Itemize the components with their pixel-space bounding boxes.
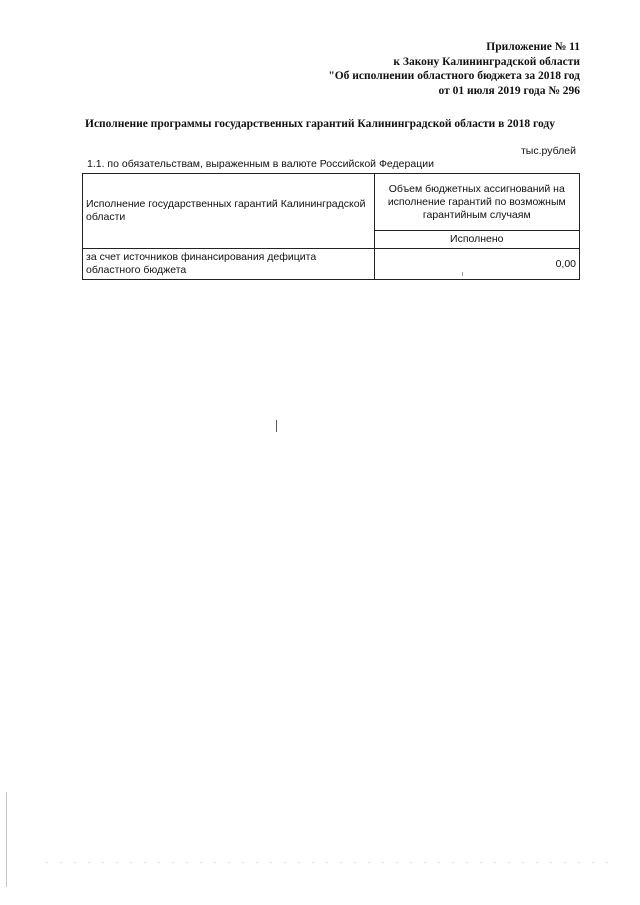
scan-artifact-mark	[462, 272, 463, 276]
row-label: за счет источников финансирования дефицита областного бюджета	[83, 249, 375, 280]
appendix-header	[328, 40, 580, 98]
column-header-execution: Исполнение государственных гарантий Калининградской области	[83, 174, 375, 249]
document-title: Исполнение программы государственных гарантий Калининградской области в 2018 году	[85, 118, 555, 130]
guarantees-table	[82, 173, 580, 280]
row-value: 0,00	[374, 249, 579, 280]
scan-artifact-dots	[40, 862, 610, 863]
column-header-allocations: Объем бюджетных ассигнований на исполнение гарантий по возможным гарантийным случаям	[374, 174, 579, 231]
table-header-row	[83, 174, 580, 231]
units-label: тыс.рублей	[521, 145, 576, 157]
table-row	[83, 249, 580, 280]
law-date: от 01 июля 2019 года № 296	[438, 84, 580, 97]
law-title: "Об исполнении областного бюджета за 2018 год	[328, 70, 580, 82]
law-reference: к Закону Калининградской области	[393, 55, 580, 68]
subsection-heading: 1.1. по обязательствам, выраженным в валюте Российской Федерации	[87, 158, 434, 170]
appendix-number: Приложение № 11	[486, 41, 580, 53]
scan-artifact-mark	[276, 420, 277, 432]
scan-artifact-mark	[6, 792, 7, 887]
column-subheader-executed: Исполнено	[374, 231, 579, 249]
